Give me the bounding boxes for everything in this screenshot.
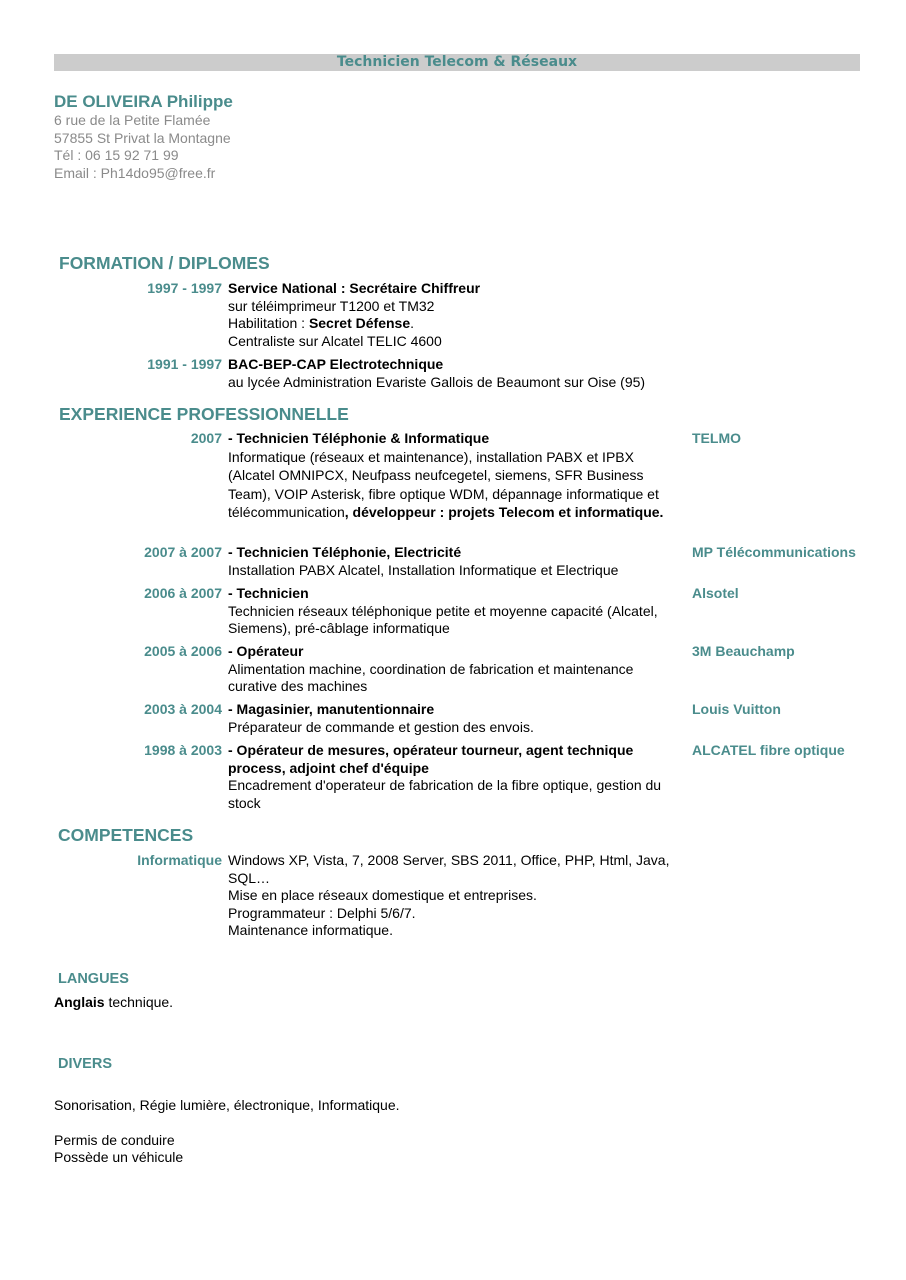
divers-heading: DIVERS	[58, 1056, 112, 1072]
langues-heading: LANGUES	[58, 971, 129, 987]
experience-description	[228, 544, 684, 579]
competences-line: Windows XP, Vista, 7, 2008 Server, SBS 2011, Office, PHP, Html, Java, SQL…	[228, 852, 670, 886]
contact-block	[54, 112, 231, 182]
experience-title: - Opérateur	[228, 643, 304, 659]
formation-line	[228, 315, 684, 333]
experience-text: Alimentation machine, coordination de fabrication et maintenance curative des machines	[228, 660, 634, 694]
experience-title: - Magasinier, manutentionnaire	[228, 701, 435, 717]
formation-line-suffix: .	[410, 315, 414, 331]
divers-line: Permis de conduire	[54, 1132, 175, 1148]
experience-description	[228, 643, 684, 696]
experience-title: - Opérateur de mesures, opérateur tourneur, agent technique process, adjoint chef d'équipe	[228, 742, 634, 776]
competences-description	[228, 852, 684, 940]
experience-text-plain: Informatique (réseaux et maintenance), installation PABX et IPBX (Alcatel OMNIPCX, Neufpass neufcegetel, siemens, SFR Business Team), VOIP Asterisk, fibre optique WDM, dépannage informatique et télécommunication	[228, 448, 659, 520]
formation-line: sur téléimprimeur T1200 et TM32	[228, 297, 435, 314]
experience-text-bold: , développeur : projets Telecom et informatique.	[344, 504, 664, 520]
competences-heading: COMPETENCES	[58, 825, 194, 845]
formation-line-prefix: Habilitation :	[228, 315, 309, 331]
experience-text: Préparateur de commande et gestion des envois.	[228, 718, 534, 735]
experience-text: Encadrement d'operateur de fabrication de la fibre optique, gestion du stock	[228, 777, 662, 811]
experience-company: Louis Vuitton	[692, 701, 781, 717]
formation-line: Centraliste sur Alcatel TELIC 4600	[228, 332, 442, 349]
formation-line: au lycée Administration Evariste Gallois de Beaumont sur Oise (95)	[228, 373, 646, 390]
competences-label: Informatique	[137, 852, 222, 868]
experience-company: MP Télécommunications	[692, 544, 856, 560]
experience-company: ALCATEL fibre optique	[692, 742, 845, 758]
experience-description	[228, 585, 684, 638]
language-name: Anglais	[54, 994, 105, 1010]
phone: Tél : 06 15 92 71 99	[54, 147, 179, 163]
experience-description	[228, 742, 684, 812]
competences-line: Programmateur : Delphi 5/6/7.	[228, 904, 416, 921]
experience-title: - Technicien	[228, 585, 309, 601]
experience-date: 2003 à 2004	[144, 701, 222, 717]
formation-date: 1991 - 1997	[147, 356, 222, 372]
address-line-2: 57855 St Privat la Montagne	[54, 129, 231, 146]
experience-company: TELMO	[692, 430, 741, 446]
experience-date: 2005 à 2006	[144, 643, 222, 659]
formation-heading: FORMATION / DIPLOMES	[59, 253, 270, 273]
divers-line: Sonorisation, Régie lumière, électronique, Informatique.	[54, 1097, 400, 1113]
experience-date: 2006 à 2007	[144, 585, 222, 601]
experience-title: - Technicien Téléphonie & Informatique	[228, 430, 490, 446]
formation-description	[228, 356, 748, 391]
experience-date: 2007 à 2007	[144, 544, 222, 560]
candidate-name: DE OLIVEIRA Philippe	[54, 92, 233, 111]
address-line-1: 6 rue de la Petite Flamée	[54, 112, 211, 128]
experience-text: Installation PABX Alcatel, Installation Informatique et Electrique	[228, 561, 619, 578]
experience-title: - Technicien Téléphonie, Electricité	[228, 544, 462, 560]
email: Email : Ph14do95@free.fr	[54, 164, 216, 181]
language-level: technique.	[104, 994, 174, 1010]
formation-title: Service National : Secrétaire Chiffreur	[228, 280, 481, 296]
experience-description	[228, 701, 684, 736]
divers-line: Possède un véhicule	[54, 1149, 184, 1165]
formation-date: 1997 - 1997	[147, 280, 222, 296]
langues-line	[54, 994, 173, 1012]
experience-company: 3M Beauchamp	[692, 643, 795, 659]
experience-company: Alsotel	[692, 585, 739, 601]
experience-description	[228, 430, 684, 522]
competences-line: Maintenance informatique.	[228, 922, 393, 938]
formation-line-bold: Secret Défense	[308, 315, 411, 331]
experience-text: Technicien réseaux téléphonique petite et moyenne capacité (Alcatel, Siemens), pré-câblage informatique	[228, 602, 658, 636]
experience-heading: EXPERIENCE PROFESSIONNELLE	[59, 404, 349, 424]
experience-date: 2007	[190, 430, 222, 446]
experience-text	[228, 448, 684, 522]
experience-date: 1998 à 2003	[144, 742, 222, 758]
formation-title: BAC-BEP-CAP Electrotechnique	[228, 356, 444, 372]
job-title-banner: Technicien Telecom & Réseaux	[54, 54, 860, 71]
formation-description	[228, 280, 684, 350]
competences-line: Mise en place réseaux domestique et entreprises.	[228, 887, 537, 903]
